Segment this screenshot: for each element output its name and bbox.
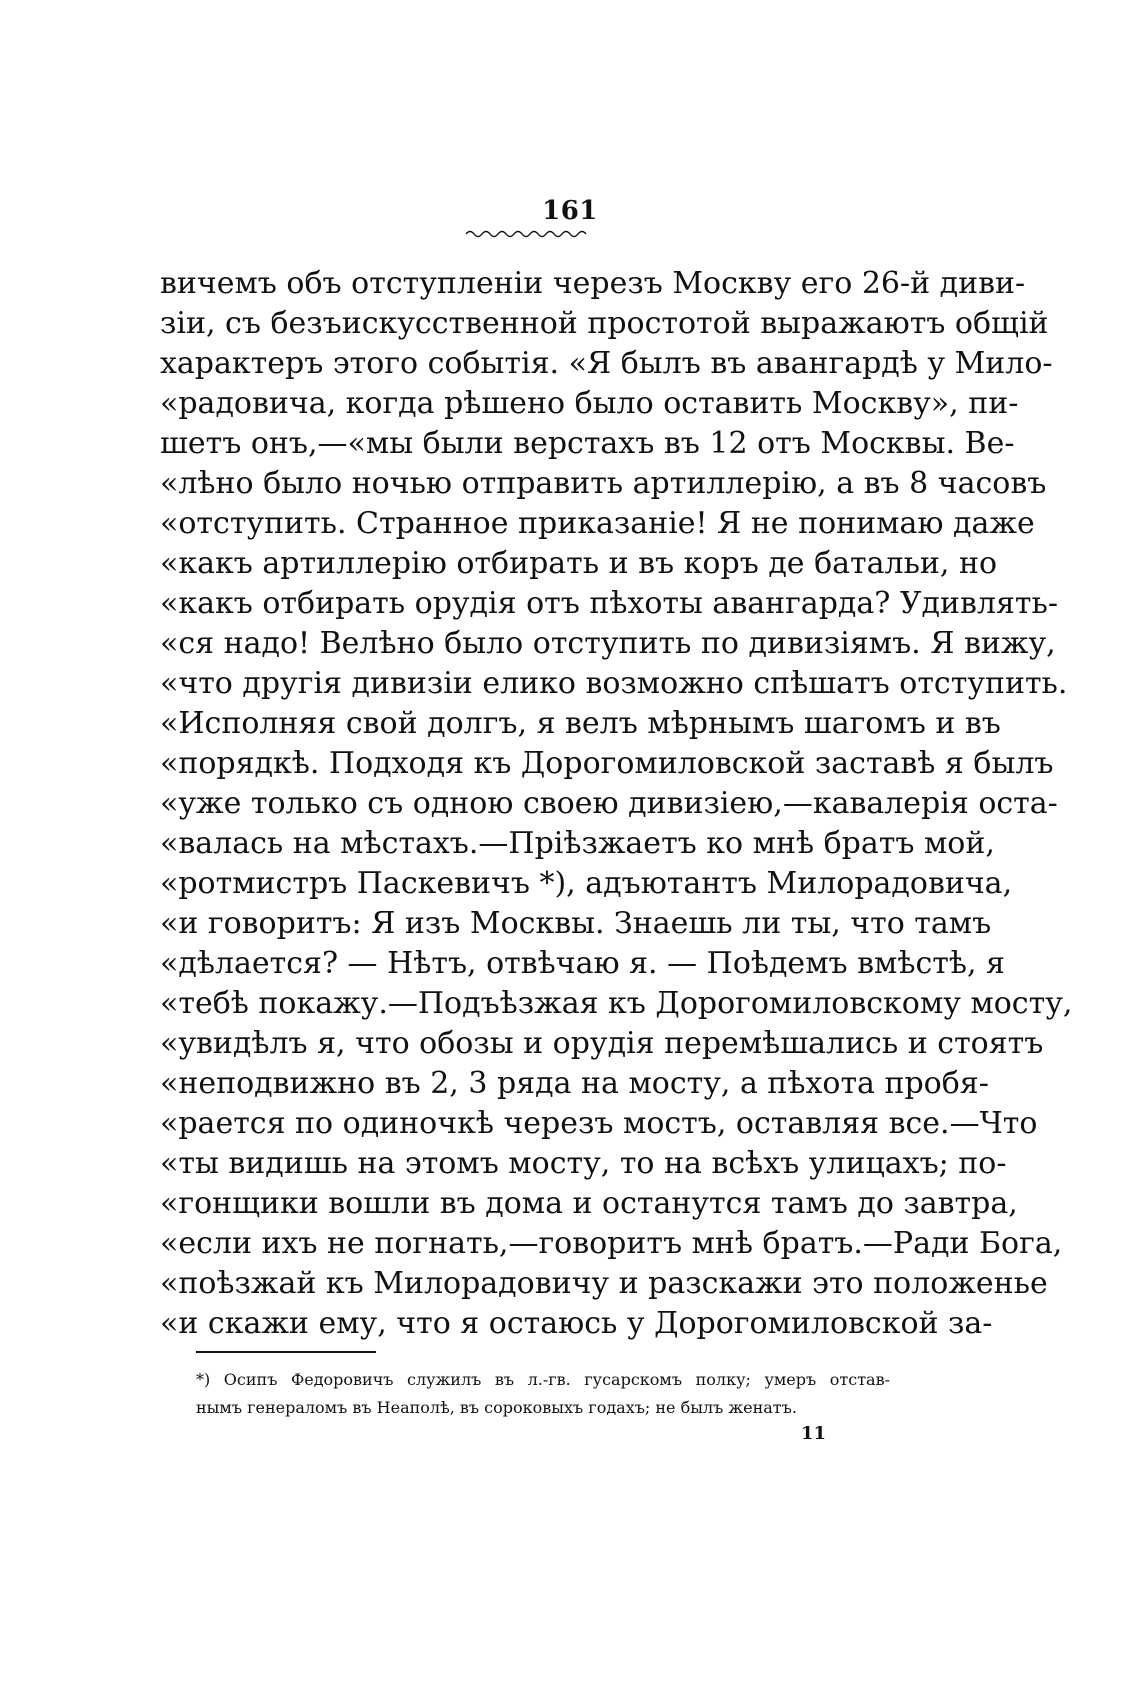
text-line: «ты видишь на этомъ мосту, то на всѣхъ улицахъ; по- bbox=[160, 1146, 1007, 1181]
text-line: «порядкѣ. Подходя къ Дорогомиловской заставѣ я былъ bbox=[160, 746, 1054, 781]
footnote-line: нымъ генераломъ въ Неаполѣ, въ сороковыхъ годахъ; не былъ женатъ. bbox=[196, 1398, 797, 1417]
text-line: «рается по одиночкѣ черезъ мостъ, оставляя все.—Что bbox=[160, 1106, 1038, 1141]
text-line: «гонщики вошли въ дома и останутся тамъ до завтра, bbox=[160, 1186, 1018, 1221]
text-line: «лѣно было ночью отправить артиллерію, а въ 8 часовъ bbox=[160, 466, 1047, 501]
main-body-text bbox=[160, 264, 1073, 1344]
text-line: «отступить. Странное приказаніе! Я не понимаю даже bbox=[160, 506, 1035, 541]
page-number-ornament bbox=[464, 228, 588, 240]
text-line: «и говоритъ: Я изъ Москвы. Знаешь ли ты, что тамъ bbox=[160, 906, 992, 941]
printer-signature-mark: 11 bbox=[800, 1423, 826, 1444]
text-line: шетъ онъ,—«мы были верстахъ въ 12 отъ Москвы. Ве- bbox=[160, 426, 1015, 461]
footnote-divider bbox=[196, 1351, 376, 1353]
text-line: «Исполняя свой долгъ, я велъ мѣрнымъ шагомъ и въ bbox=[160, 706, 1001, 741]
text-line: «какъ артиллерію отбирать и въ коръ де батальи, но bbox=[160, 546, 998, 581]
text-line: «ся надо! Велѣно было отступить по дивизіямъ. Я вижу, bbox=[160, 626, 1056, 661]
text-line: «радовича, когда рѣшено было оставить Москву», пи- bbox=[160, 386, 1019, 421]
page-number: 161 bbox=[542, 196, 598, 226]
footnote bbox=[196, 1366, 890, 1422]
text-line: «валась на мѣстахъ.—Пріѣзжаетъ ко мнѣ братъ мой, bbox=[160, 826, 995, 861]
text-line: характеръ этого событія. «Я былъ въ авангардѣ у Мило- bbox=[160, 346, 1053, 381]
text-line: «поѣзжай къ Милорадовичу и разскажи это положенье bbox=[160, 1266, 1048, 1301]
text-line: «и скажи ему, что я остаюсь у Дорогомиловской за- bbox=[160, 1306, 993, 1341]
text-line: «увидѣлъ я, что обозы и орудія перемѣшались и стоятъ bbox=[160, 1026, 1044, 1061]
footnote-line: *) Осипъ Федоровичъ служилъ въ л.-гв. гусарскомъ полку; умеръ отстав- bbox=[196, 1370, 890, 1389]
text-line: «ротмистръ Паскевичъ *), адъютантъ Милорадовича, bbox=[160, 866, 1013, 901]
text-line: «какъ отбирать орудія отъ пѣхоты авангарда? Удивлять- bbox=[160, 586, 1058, 621]
text-line: «дѣлается? — Нѣтъ, отвѣчаю я. — Поѣдемъ вмѣстѣ, я bbox=[160, 946, 1005, 981]
text-line: «неподвижно въ 2, 3 ряда на мосту, а пѣхота пробя- bbox=[160, 1066, 989, 1101]
text-line: «что другія дивизіи елико возможно спѣшатъ отступить. bbox=[160, 666, 1068, 701]
text-line: «тебѣ покажу.—Подъѣзжая къ Дорогомиловскому мосту, bbox=[160, 986, 1073, 1021]
text-line: зіи, съ безъискусственной простотой выражаютъ общій bbox=[160, 306, 1049, 341]
text-line: вичемъ объ отступленіи черезъ Москву его 26-й диви- bbox=[160, 266, 1026, 301]
text-line: «уже только съ одною своею дивизіею,—кавалерія оста- bbox=[160, 786, 1058, 821]
text-line: «если ихъ не погнать,—говоритъ мнѣ братъ.—Ради Бога, bbox=[160, 1226, 1063, 1261]
